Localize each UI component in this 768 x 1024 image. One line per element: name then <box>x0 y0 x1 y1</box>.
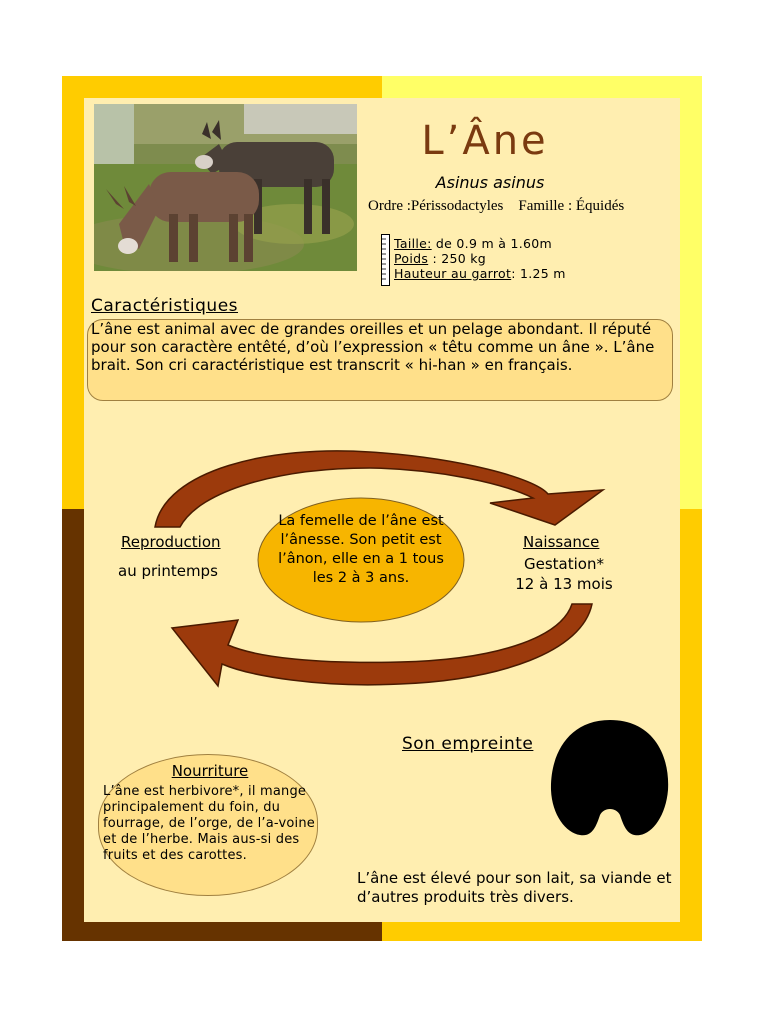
nourriture-heading: Nourriture <box>171 762 249 780</box>
stat-label: Taille: <box>394 236 432 251</box>
stat-value: de 0.9 m à 1.60m <box>431 236 552 251</box>
stat-value: : 1.25 m <box>511 266 566 281</box>
naissance-label: Naissance <box>523 533 600 551</box>
stat-label: Hauteur au garrot <box>394 266 512 281</box>
stat-value: : 250 kg <box>428 251 487 266</box>
empreinte-heading: Son empreinte <box>402 734 534 754</box>
cycle-center-text: La femelle de l’âne est l’ânesse. Son petit est l’ânon, elle en a 1 tous les 2 à 3 ans. <box>278 513 444 586</box>
gestation-duration: 12 à 13 mois <box>515 575 613 593</box>
gestation-label: Gestation* <box>524 555 604 573</box>
reproduction-label: Reproduction <box>121 533 221 551</box>
hoofprint-icon <box>548 715 672 839</box>
gestation-info <box>499 554 629 594</box>
nourriture-text: L’âne est herbivore*, il mange principalement du foin, du fourrage, de l’orge, de l’a-voine et de l’herbe. Mais aus-si des fruits et des carottes. <box>103 784 315 863</box>
caracteristiques-heading: Caractéristiques <box>91 296 239 316</box>
caracteristiques-text: L’âne est animal avec de grandes oreilles et un pelage abondant. Il réputé pour son caractère entêté, d’où l’expression « têtu comme un âne ». L’âne brait. Son cri caractéristique est transcrit « hi-han » en français. <box>91 320 655 374</box>
stat-label: Poids <box>394 251 429 266</box>
reproduction-when: au printemps <box>118 562 218 580</box>
classification: Ordre :Périssodactyles Famille : Équidés <box>368 198 625 214</box>
page-title: L’Âne <box>421 118 549 164</box>
latin-name: Asinus asinus <box>435 173 545 192</box>
usage-text: L’âne est élevé pour son lait, sa viande et d’autres produits très divers. <box>357 869 672 906</box>
